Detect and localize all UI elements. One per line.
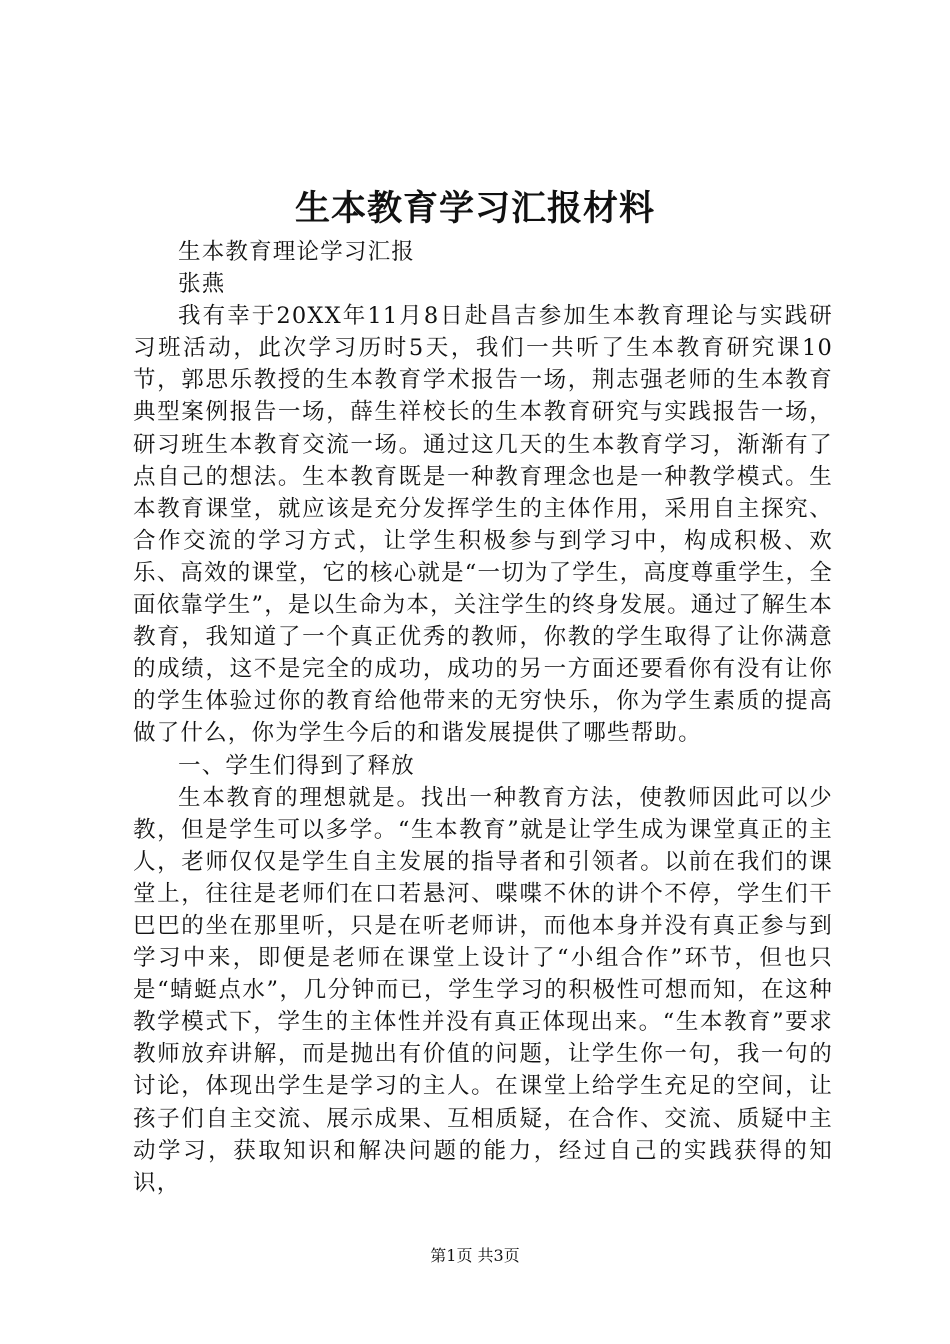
subtitle: 生本教育理论学习汇报	[178, 239, 416, 265]
document-body	[133, 236, 833, 1199]
section-heading: 一、学生们得到了释放	[178, 752, 416, 779]
page-footer: 第1页 共3页	[430, 1246, 520, 1265]
document-title: 生本教育学习汇报材料	[294, 188, 655, 229]
author-name: 张燕	[178, 271, 226, 298]
body-paragraph: 我有幸于20XX年11月8日赴昌吉参加生本教育理论与实践研习班活动，此次学习历时5天，我们一共听了生本教育研究课10节，郭思乐教授的生本教育学术报告一场，荆志强老师的生本教育典型案例报告一场，薛生祥校长的生本教育研究与实践报告一场，研习班生本教育交流一场。通过这几天的生本教育学习，渐渐有了点自己的想法。生本教育既是一种教育理念也是一种教学模式。生本教育课堂，就应该是充分发挥学生的主体作用，采用自主探究、合作交流的学习方式，让学生积极参与到学习中，构成积极、欢乐、高效的课堂，它的核心就是“一切为了学生，高度尊重学生，全面依靠学生”，是以生命为本，关注学生的终身发展。通过了解生本教育，我知道了一个真正优秀的教师，你教的学生取得了让你满意的成绩，这不是完全的成功，成功的另一方面还要看你有没有让你的学生体验过你的教育给他带来的无穷快乐，你为学生素质的提高做了什么，你为学生今后的和谐发展提供了哪些帮助。	[133, 303, 834, 747]
body-paragraph: 生本教育的理想就是。找出一种教育方法，使教师因此可以少教，但是学生可以多学。“生本教育”就是让学生成为课堂真正的主人，老师仅仅是学生自主发展的指导者和引领者。以前在我们的课堂上，往往是老师们在口若悬河、喋喋不休的讲个不停，学生们干巴巴的坐在那里听，只是在听老师讲，而他本身并没有真正参与到学习中来，即便是老师在课堂上设计了“小组合作”环节，但也只是“蜻蜓点水”，几分钟而已，学生学习的积极性可想而知，在这种教学模式下，学生的主体性并没有真正体现出来。“生本教育”要求教师放弃讲解，而是抛出有价值的问题，让学生你一句，我一句的讨论，体现出学生是学习的主人。在课堂上给学生充足的空间，让孩子们自主交流、展示成果、互相质疑，在合作、交流、质疑中主动学习，获取知识和解决问题的能力，经过自己的实践获得的知识，	[133, 784, 833, 1196]
